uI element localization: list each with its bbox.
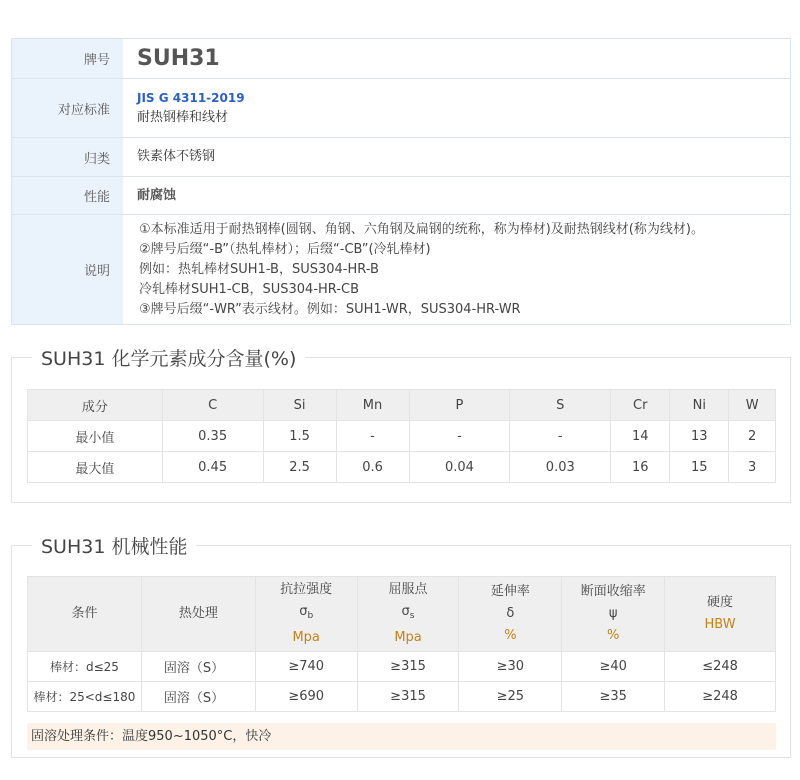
header-reduction-of-area xyxy=(562,577,665,652)
yield-symbol: $\sigma_s$ xyxy=(401,604,415,621)
header-cell: Cr xyxy=(611,390,670,421)
header-cell: Mn xyxy=(336,390,409,421)
standard-row xyxy=(12,78,790,137)
hardness-unit: HBW xyxy=(704,617,736,632)
table-cell: 16 xyxy=(611,452,670,483)
standard-name: 耐热钢棒和线材 xyxy=(137,110,229,125)
chemical-section-title: SUH31 化学元素成分含量(%) xyxy=(32,344,305,371)
yield-label: 屈服点 xyxy=(388,582,428,597)
grade-label: 牌号 xyxy=(12,39,123,78)
header-cell: S xyxy=(510,390,611,421)
note-line: ③牌号后缀“-WR”表示线材。例如：SUH1-WR，SUS304-HR-WR xyxy=(139,301,521,317)
table-row xyxy=(28,452,776,483)
table-cell: ≥740 xyxy=(255,652,357,682)
elongation-unit: % xyxy=(504,628,517,643)
header-cell: C xyxy=(162,390,263,421)
row-label: 最小值 xyxy=(28,421,163,452)
note-line: 冷轧棒材SUH1-CB，SUS304-HR-CB xyxy=(139,281,359,297)
row-label: 最大值 xyxy=(28,452,163,483)
category-label: 归类 xyxy=(12,138,123,176)
table-cell: ≥25 xyxy=(459,682,562,712)
header-cell: W xyxy=(729,390,776,421)
tensile-label: 抗拉强度 xyxy=(280,582,333,597)
table-cell: 15 xyxy=(670,452,729,483)
table-cell: 0.04 xyxy=(409,452,510,483)
table-cell: - xyxy=(336,421,409,452)
table-cell: 14 xyxy=(611,421,670,452)
category-value: 铁素体不锈钢 xyxy=(137,149,216,164)
reduction-unit: % xyxy=(607,628,620,643)
note-line: ①本标准适用于耐热钢棒(圆钢、角钢、六角钢及扁钢的统称，称为棒材)及耐热钢线材(称为线材)。 xyxy=(139,221,704,237)
table-cell: 13 xyxy=(670,421,729,452)
solution-treatment-note: 固溶处理条件：温度950~1050°C，快冷 xyxy=(27,723,776,750)
table-cell: 3 xyxy=(729,452,776,483)
mechanical-section-title: SUH31 机械性能 xyxy=(32,532,196,559)
table-cell: ≥315 xyxy=(357,682,459,712)
table-cell: 0.03 xyxy=(510,452,611,483)
table-row xyxy=(28,652,776,682)
header-elongation xyxy=(459,577,562,652)
header-cell: Ni xyxy=(670,390,729,421)
note-row xyxy=(12,214,790,324)
table-cell: ≥315 xyxy=(357,652,459,682)
table-cell: ≤248 xyxy=(665,652,776,682)
table-cell: ≥30 xyxy=(459,652,562,682)
header-tensile-strength xyxy=(255,577,357,652)
chemical-header-row xyxy=(28,390,776,421)
table-cell: 0.6 xyxy=(336,452,409,483)
grade-value: SUH31 xyxy=(137,45,220,71)
elongation-symbol: δ xyxy=(506,606,515,621)
table-cell: 2 xyxy=(729,421,776,452)
table-row xyxy=(28,421,776,452)
table-cell: 0.45 xyxy=(162,452,263,483)
header-condition: 条件 xyxy=(28,577,142,652)
table-cell: - xyxy=(510,421,611,452)
header-cell: 成分 xyxy=(28,390,163,421)
tensile-unit: Mpa xyxy=(292,630,320,645)
yield-unit: Mpa xyxy=(394,630,422,645)
grade-info-table xyxy=(11,38,791,325)
table-cell: - xyxy=(409,421,510,452)
table-cell: 2.5 xyxy=(263,452,336,483)
header-cell: Si xyxy=(263,390,336,421)
note-line: 例如：热轧棒材SUH1-B，SUS304-HR-B xyxy=(139,261,379,277)
elongation-label: 延伸率 xyxy=(490,584,530,599)
standard-code-link[interactable]: JIS G 4311-2019 xyxy=(137,91,245,105)
table-cell: ≥40 xyxy=(562,652,665,682)
tensile-symbol: $\sigma_b$ xyxy=(299,604,314,621)
header-yield-point xyxy=(357,577,459,652)
property-value: 耐腐蚀 xyxy=(137,187,177,203)
grade-row xyxy=(12,39,790,78)
mechanical-table xyxy=(27,576,776,712)
property-label: 性能 xyxy=(12,177,123,214)
mechanical-header-row xyxy=(28,577,776,652)
table-cell: ≥690 xyxy=(255,682,357,712)
heat-treatment-cell: 固溶（S） xyxy=(141,652,255,682)
category-row xyxy=(12,137,790,176)
header-heat-treatment: 热处理 xyxy=(141,577,255,652)
note-line: ②牌号后缀“-B”（热轧棒材）；后缀“-CB”(冷轧棒材) xyxy=(139,241,431,257)
hardness-label: 硬度 xyxy=(707,595,734,610)
condition-cell: 棒材：25<d≤180 xyxy=(28,682,142,712)
note-label: 说明 xyxy=(12,215,123,324)
table-row xyxy=(28,682,776,712)
heat-treatment-cell: 固溶（S） xyxy=(141,682,255,712)
table-cell: ≥248 xyxy=(665,682,776,712)
property-row xyxy=(12,176,790,214)
header-hardness xyxy=(665,577,776,652)
reduction-label: 断面收缩率 xyxy=(580,584,646,599)
table-cell: 1.5 xyxy=(263,421,336,452)
condition-cell: 棒材：d≤25 xyxy=(28,652,142,682)
header-cell: P xyxy=(409,390,510,421)
chemical-composition-panel xyxy=(11,348,791,503)
standard-label: 对应标准 xyxy=(12,79,123,137)
mechanical-properties-panel xyxy=(11,536,791,758)
table-cell: 0.35 xyxy=(162,421,263,452)
chemical-table xyxy=(27,389,776,483)
reduction-symbol: ψ xyxy=(608,606,618,621)
table-cell: ≥35 xyxy=(562,682,665,712)
